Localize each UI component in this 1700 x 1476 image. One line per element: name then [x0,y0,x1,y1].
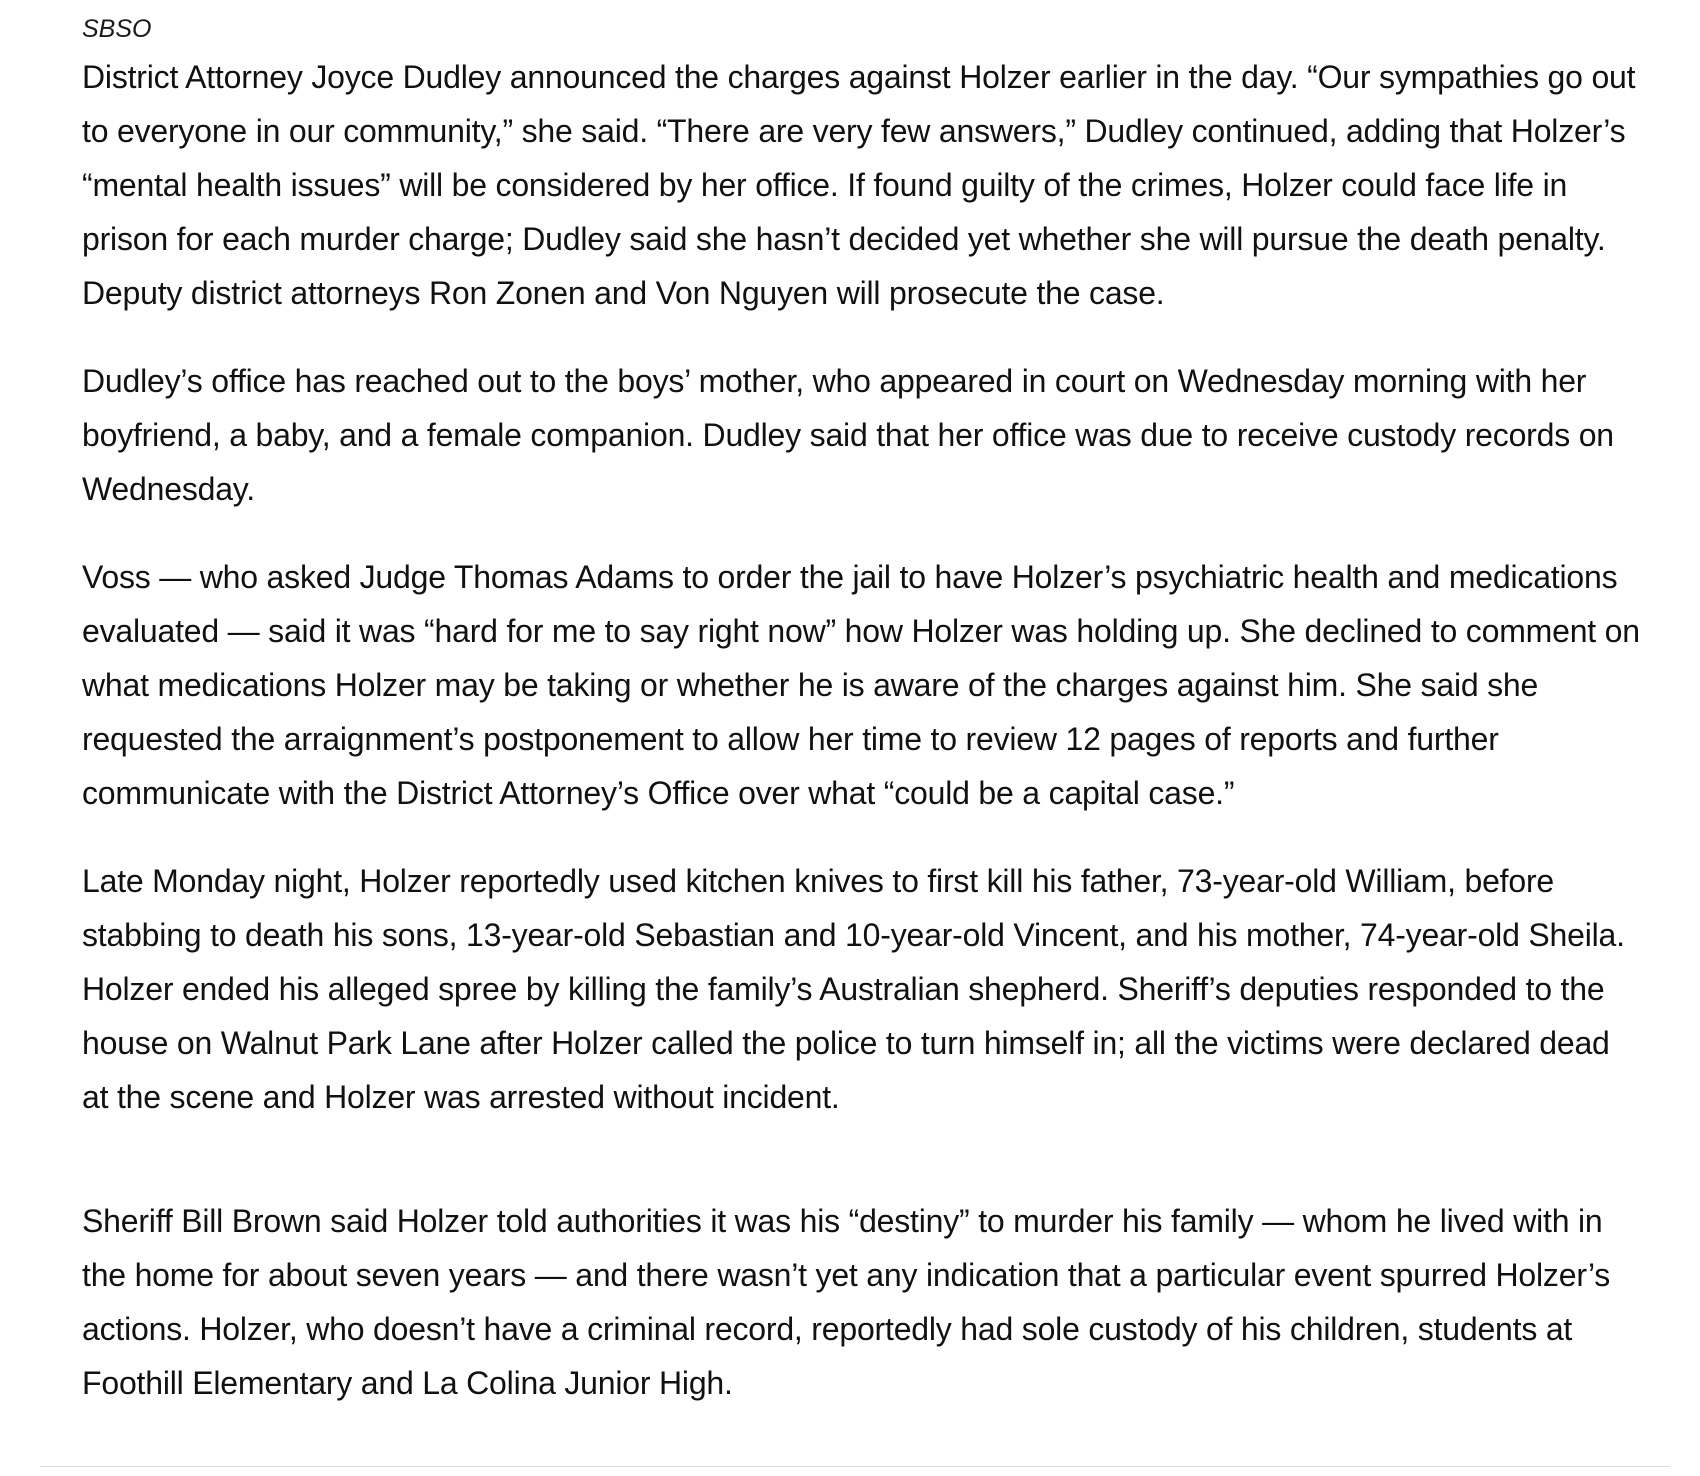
paragraph-mother-contact: Dudley’s office has reached out to the boys’ mother, who appeared in court on Wednesday morning with her boyfriend, a baby, and a female companion. Dudley said that her office was due to receive custody records on Wednesday. [82,363,1614,507]
paragraph-spacer [82,820,1642,854]
paragraph-da-charges: District Attorney Joyce Dudley announced the charges against Holzer earlier in the day. “Our sympathies go out to everyone in our community,” she said. “There are very few answers,” Dudley continued, adding that Holzer’s “mental health issues” will be considered by her office. If found guilty of the crimes, Holzer could face life in prison for each murder charge; Dudley said she hasn’t decided yet whether she will pursue the death penalty. Deputy district attorneys Ron Zonen and Von Nguyen will prosecute the case. [82,59,1636,311]
paragraph-voss-statement: Voss — who asked Judge Thomas Adams to order the jail to have Holzer’s psychiatric health and medications evaluated — said it was “hard for me to say right now” how Holzer was holding up. She declined to comment on what medications Holzer may be taking or whether he is aware of the charges against him. She said she requested the arraignment’s postponement to allow her time to review 12 pages of reports and further communicate with the District Attorney’s Office over what “could be a capital case.” [82,559,1640,811]
page-bottom-divider [40,1466,1670,1467]
paragraph-monday-night: Late Monday night, Holzer reportedly used kitchen knives to first kill his father, 73-year-old William, before stabbing to death his sons, 13-year-old Sebastian and 10-year-old Vincent, and his mother, 74-year-old Sheila. Holzer ended his alleged spree by killing the family’s Australian shepherd. Sheriff’s deputies responded to the house on Walnut Park Lane after Holzer called the police to turn himself in; all the victims were declared dead at the scene and Holzer was arrested without incident. [82,863,1625,1115]
paragraph-spacer [82,320,1642,354]
paragraph-spacer [82,516,1642,550]
photo-credit: SBSO [82,15,152,43]
paragraph-sheriff-brown: Sheriff Bill Brown said Holzer told authorities it was his “destiny” to murder his family — whom he lived with in the home for about seven years — and there wasn’t yet any indication that a particular event spurred Holzer’s actions. Holzer, who doesn’t have a criminal record, reportedly had sole custody of his children, students at Foothill Elementary and La Colina Junior High. [82,1203,1611,1401]
article-body [82,8,1642,1410]
paragraph-spacer [82,1124,1642,1194]
